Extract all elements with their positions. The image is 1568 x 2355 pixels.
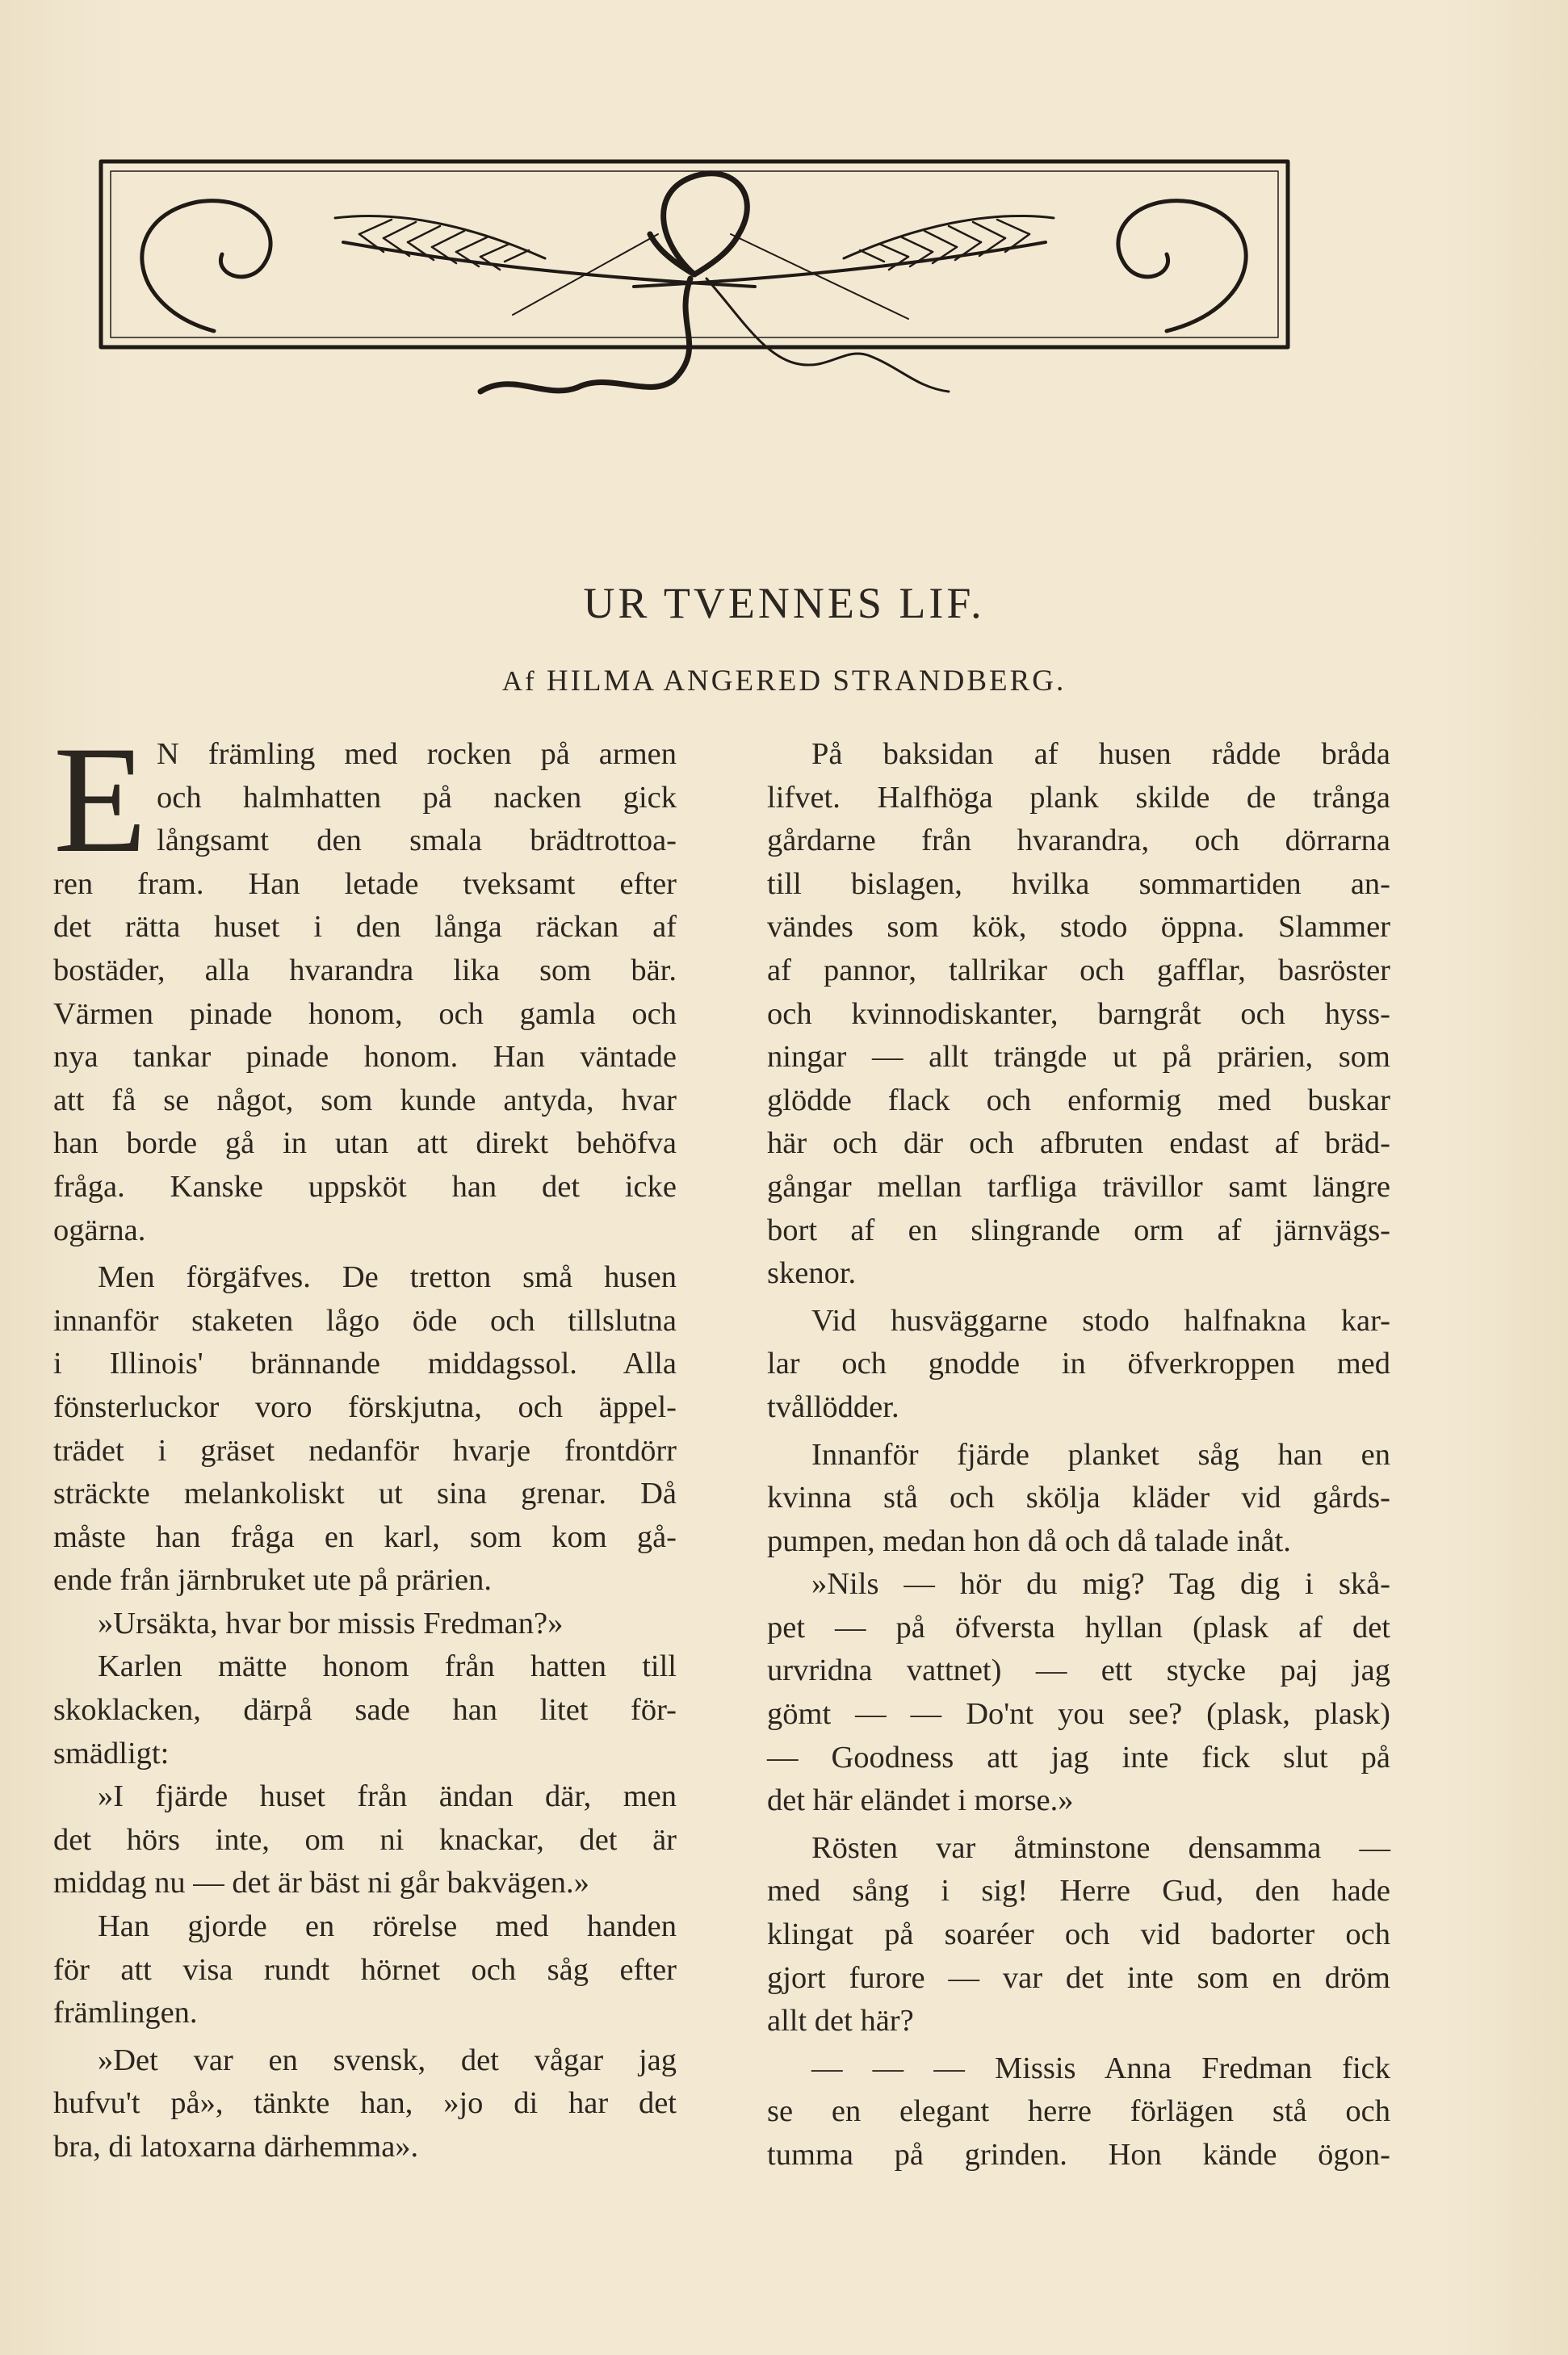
text-line: främlingen.	[53, 1996, 198, 2030]
text-line: att få se något, som kunde antyda, hvar	[53, 1083, 677, 1117]
right-wheat-stem	[634, 242, 1046, 287]
text-line: ren fram. Han letade tveksamt efter	[53, 866, 677, 901]
right-column	[767, 733, 1390, 2177]
text-line: »Det var en svensk, det vågar jag	[98, 2043, 677, 2077]
text-line: smädligt:	[53, 1736, 170, 1770]
text-line: pet — på öfversta hyllan (plask af det	[767, 1610, 1390, 1645]
wheat-ribbon-header-ornament	[93, 113, 1296, 412]
text-line: Karlen mätte honom från hatten till	[98, 1649, 677, 1684]
paragraph	[767, 733, 1390, 1296]
text-line: lar och gnodde in öfverkroppen med	[767, 1347, 1390, 1381]
left-wheat-ear	[359, 220, 529, 270]
text-line: »Ursäkta, hvar bor missis Fredman?»	[98, 1606, 564, 1641]
paragraph	[53, 1256, 677, 1603]
right-scroll	[1118, 201, 1246, 331]
text-line: »I fjärde huset från ändan där, men	[98, 1779, 677, 1814]
text-line: bort af en slingrande orm af järnvägs-	[767, 1213, 1390, 1247]
text-line: det hörs inte, om ni knackar, det är	[53, 1822, 677, 1857]
text-line: lifvet. Halfhöga plank skilde de trånga	[767, 780, 1390, 815]
text-line: se en elegant herre förlägen stå och	[767, 2094, 1390, 2129]
text-line: och kvinnodiskanter, barngråt och hyss-	[767, 996, 1390, 1031]
text-line: ende från järnbruket ute på prärien.	[53, 1563, 493, 1598]
text-line: allt det här?	[767, 2004, 914, 2039]
paragraph	[767, 1827, 1390, 2043]
text-line: och halmhatten på nacken gick	[157, 780, 677, 815]
paragraph	[53, 1775, 677, 1905]
text-line: gårdarne från hvarandra, och dörrarna	[767, 823, 1390, 858]
paragraph	[53, 1603, 677, 1646]
paragraph	[53, 2039, 677, 2169]
page-title: UR TVENNES LIF.	[583, 579, 985, 627]
left-wheat-stem	[343, 242, 755, 287]
text-line: gömt — — Do'nt you see? (plask, plask)	[767, 1697, 1390, 1732]
text-line: kvinna stå och skölja kläder vid gårds-	[767, 1481, 1390, 1515]
text-line: vändes som kök, stodo öppna. Slammer	[767, 910, 1390, 945]
text-line: nya tankar pinade honom. Han väntade	[53, 1040, 677, 1075]
text-line: Värmen pinade honom, och gamla och	[53, 996, 677, 1031]
paragraph	[53, 1905, 677, 2035]
text-line: skenor.	[767, 1256, 857, 1291]
author-name: HILMA ANGERED STRANDBERG.	[546, 664, 1067, 698]
right-wheat-ear	[860, 220, 1029, 270]
text-line: middag nu — det är bäst ni går bakvägen.»	[53, 1866, 589, 1900]
text-line: af pannor, tallrikar och gafflar, basröster	[767, 953, 1390, 987]
text-line: innanför staketen lågo öde och tillslutna	[53, 1303, 677, 1338]
text-line: ningar — allt trängde ut på prärien, som	[767, 1040, 1390, 1075]
text-line: sträckte melankoliskt ut sina grenar. Då	[53, 1477, 677, 1511]
text-line: bostäder, alla hvarandra lika som bär.	[53, 953, 677, 987]
drop-cap: E	[53, 715, 148, 885]
text-line: fönsterluckor voro förskjutna, och äppel-	[53, 1389, 677, 1424]
ribbon-tail-left	[480, 279, 690, 392]
text-line: tumma på grinden. Hon kände ögon-	[767, 2138, 1390, 2172]
text-line: Innanför fjärde planket såg han en	[811, 1437, 1390, 1472]
text-line: Han gjorde en rörelse med handen	[98, 1909, 677, 1944]
text-line: här och där och afbruten endast af bräd-	[767, 1126, 1390, 1161]
text-line: — — — Missis Anna Fredman fick	[811, 2051, 1390, 2085]
author-line	[0, 664, 1568, 698]
text-line: det rätta huset i den långa räckan af	[53, 910, 677, 945]
left-column	[53, 715, 677, 2169]
text-line: ogärna.	[53, 1213, 146, 1247]
paragraph	[767, 1434, 1390, 1564]
text-line: På baksidan af husen rådde bråda	[811, 737, 1390, 771]
paragraph	[53, 715, 677, 1252]
paragraph	[767, 2047, 1390, 2177]
text-line: för att visa rundt hörnet och såg efter	[53, 1952, 677, 1987]
text-line: Men förgäfves. De tretton små husen	[98, 1260, 677, 1295]
text-line: N främling med rocken på armen	[157, 737, 677, 771]
text-line: långsamt den smala brädtrottoa-	[157, 823, 677, 858]
text-line: Vid husväggarne stodo halfnakna kar-	[811, 1303, 1390, 1338]
text-line: pumpen, medan hon då och då talade inåt.	[767, 1523, 1291, 1558]
text-line: med sång i sig! Herre Gud, den hade	[767, 1874, 1390, 1909]
text-line: tvållödder.	[767, 1389, 899, 1424]
ornament-frame	[101, 161, 1288, 347]
text-line: glödde flack och enformig med buskar	[767, 1083, 1390, 1117]
paragraph	[767, 1563, 1390, 1823]
text-line: gångar mellan tarfliga trävillor samt längre	[767, 1169, 1390, 1204]
text-line: »Nils — hör du mig? Tag dig i skå-	[811, 1567, 1390, 1602]
text-line: klingat på soaréer och vid badorter och	[767, 1917, 1390, 1952]
text-line: i Illinois' brännande middagssol. Alla	[53, 1347, 677, 1381]
ribbon-bow	[650, 174, 747, 274]
ribbon-tail-right	[706, 279, 949, 392]
text-line: Rösten var åtminstone densamma —	[811, 1830, 1390, 1865]
text-line: gjort furore — var det inte som en dröm	[767, 1960, 1390, 1995]
left-scroll	[142, 201, 270, 331]
text-line: det här eländet i morse.»	[767, 1783, 1074, 1818]
text-line: bra, di latoxarna därhemma».	[53, 2130, 419, 2164]
text-line: trädet i gräset nedanför hvarje frontdörr	[53, 1433, 677, 1468]
text-line: — Goodness att jag inte fick slut på	[767, 1740, 1390, 1775]
author-prefix: Af	[501, 665, 537, 697]
text-line: skoklacken, därpå sade han litet för-	[53, 1693, 677, 1728]
paragraph	[53, 1645, 677, 1775]
text-line: urvridna vattnet) — ett stycke paj jag	[767, 1653, 1390, 1688]
text-line: hufvu't på», tänkte han, »jo di har det	[53, 2086, 677, 2121]
text-line: han borde gå in utan att direkt behöfva	[53, 1126, 677, 1161]
text-line: måste han fråga en karl, som kom gå-	[53, 1519, 677, 1554]
text-line: till bislagen, hvilka sommartiden an-	[767, 866, 1390, 901]
paragraph	[767, 1300, 1390, 1430]
text-line: fråga. Kanske uppsköt han det icke	[53, 1169, 677, 1204]
